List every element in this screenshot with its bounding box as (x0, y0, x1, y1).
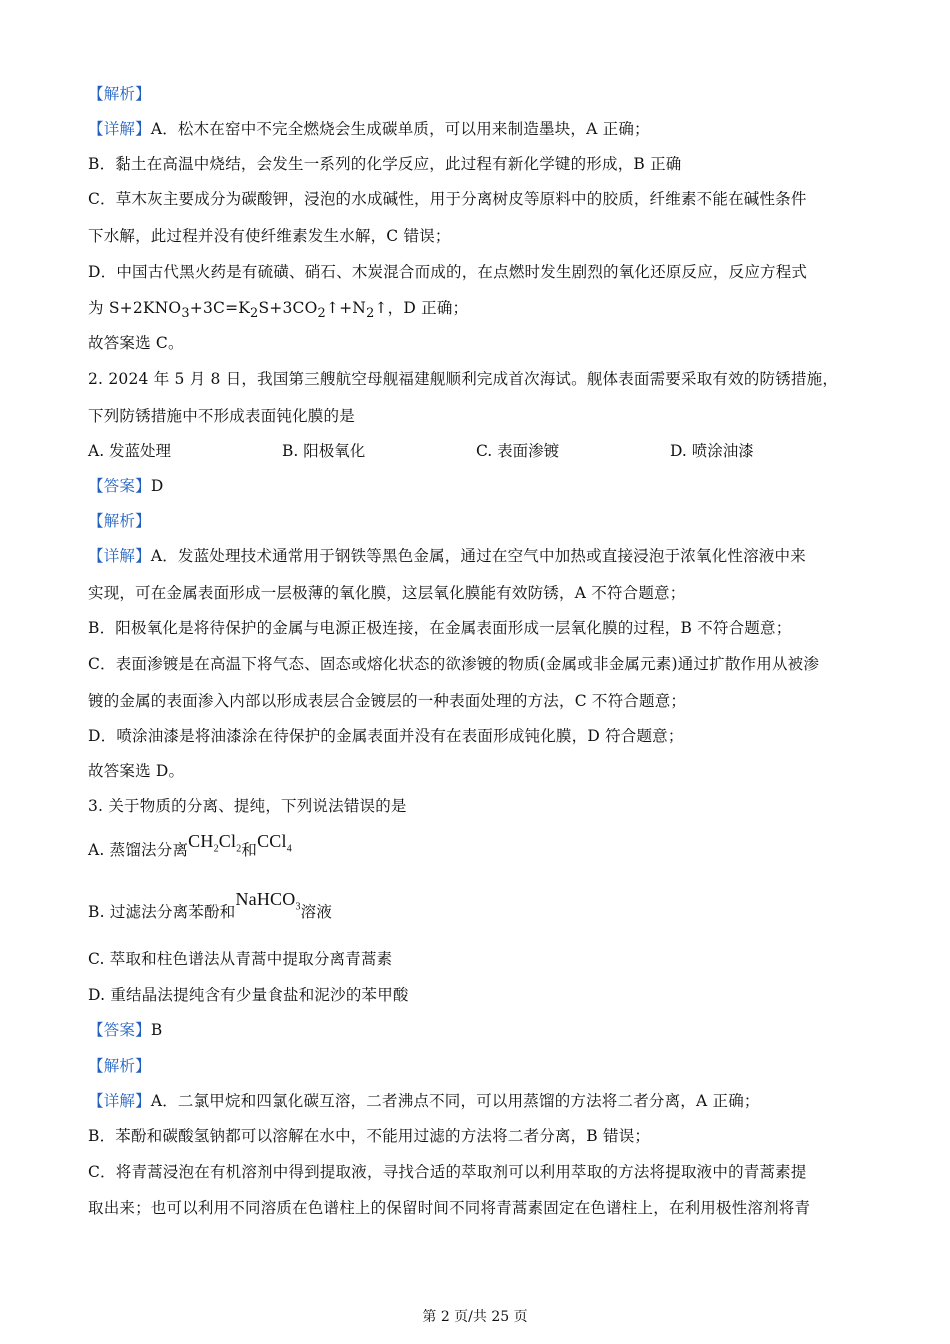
text-line: 镀的金属的表面渗入内部以形成表层合金镀层的一种表面处理的方法，C 不符合题意； (88, 692, 687, 710)
question-2-stem-cont: 下列防锈措施中不形成表面钝化膜的是 (88, 407, 355, 425)
detail-paragraph-3 (88, 1089, 760, 1111)
analysis-heading: 【解析】 (88, 512, 151, 530)
eq-sub: 2 (250, 306, 259, 322)
text-line: 取出来；也可以利用不同溶质在色谱柱上的保留时间不同将青蒿素固定在色谱柱上，在利用极性溶剂将青 (88, 1199, 811, 1217)
chem-sub: 3 (295, 901, 301, 913)
question-3-option-b (88, 889, 333, 925)
option-text: 和 (241, 841, 258, 859)
equation-line (88, 296, 468, 321)
question-2-option-b: B. 阳极氧化 (282, 442, 366, 460)
question-3-option-d: D. 重结晶法提纯含有少量食盐和泥沙的苯甲酸 (88, 986, 409, 1004)
chem-sub: 2 (213, 843, 219, 855)
chem-part: CCl (257, 831, 287, 851)
question-3-option-a (88, 831, 292, 863)
text-line: B．黏土在高温中烧结，会发生一系列的化学反应，此过程有新化学键的形成，B 正确 (88, 155, 682, 173)
page-number-footer: 第 2 页/共 25 页 (422, 1309, 528, 1325)
detail-paragraph-1 (88, 117, 650, 139)
text-line: 下水解，此过程并没有使纤维素发生水解，C 错误； (88, 227, 451, 245)
question-2-option-a: A. 发蓝处理 (88, 442, 172, 460)
text: A．二氯甲烷和四氯化碳互溶，二者沸点不同，可以用蒸馏的方法将二者分离，A 正确； (150, 1092, 760, 1110)
answer-2 (88, 474, 163, 496)
text-line: C．将青蒿浸泡在有机溶剂中得到提取液，寻找合适的萃取剂可以利用萃取的方法将提取液中的青蒿素提 (88, 1163, 807, 1181)
analysis-heading: 【解析】 (88, 1057, 151, 1075)
chem-part: Cl (218, 831, 237, 851)
text-line: C．草木灰主要成分为碳酸钾，浸泡的水成碱性，用于分离树皮等原料中的胶质，纤维素不能在碱性条件 (88, 190, 807, 208)
detail-tag: 【详解】 (88, 120, 151, 138)
chem-sub: 4 (286, 843, 292, 855)
detail-tag: 【详解】 (88, 1092, 151, 1110)
chem-sub: 2 (236, 843, 242, 855)
option-text: 溶液 (300, 903, 333, 921)
text-line: C．表面渗镀是在高温下将气态、固态或熔化状态的欲渗镀的物质(金属或非金属元素)通过扩散作用从被渗 (88, 655, 820, 673)
question-3-option-c: C. 萃取和柱色谱法从青蒿中提取分离青蒿素 (88, 950, 393, 968)
eq-part: +3C=K (189, 299, 251, 317)
question-2-option-d: D. 喷涂油漆 (670, 442, 754, 460)
answer-conclusion: 故答案选 D。 (88, 762, 185, 780)
chem-part: NaHCO (235, 889, 296, 909)
text-line: B．苯酚和碳酸氢钠都可以溶解在水中，不能用过滤的方法将二者分离，B 错误； (88, 1127, 651, 1145)
text-line: D．中国古代黑火药是有硫磺、硝石、木炭混合而成的，在点燃时发生剧烈的氧化还原反应，反应方程式 (88, 263, 808, 281)
answer-value: B (150, 1021, 163, 1039)
question-3-stem: 3. 关于物质的分离、提纯，下列说法错误的是 (88, 797, 407, 815)
answer-3 (88, 1018, 162, 1040)
eq-sub: 2 (366, 306, 375, 322)
detail-tag: 【详解】 (88, 547, 151, 565)
chem-formula (257, 831, 292, 855)
eq-sub: 3 (181, 306, 190, 322)
eq-part: S+3CO (258, 299, 318, 317)
chem-formula (235, 889, 301, 913)
text-line: D．喷涂油漆是将油漆涂在待保护的金属表面并没有在表面形成钝化膜，D 符合题意； (88, 727, 684, 745)
eq-part: ↑+N (325, 299, 367, 317)
answer-value: D (150, 477, 164, 495)
eq-part: 为 S+2KNO (88, 299, 182, 317)
option-text: A. 蒸馏法分离 (88, 841, 189, 859)
option-text: B. 过滤法分离苯酚和 (88, 903, 236, 921)
text-line: B．阳极氧化是将待保护的金属与电源正极连接，在金属表面形成一层氧化膜的过程，B 不符合题意； (88, 619, 792, 637)
text: A．发蓝处理技术通常用于钢铁等黑色金属，通过在空气中加热或直接浸泡于浓氧化性溶液中来 (150, 547, 806, 565)
detail-paragraph-2 (88, 544, 806, 566)
chem-part: CH (188, 831, 214, 851)
answer-tag: 【答案】 (88, 477, 151, 495)
text: A．松木在窑中不完全燃烧会生成碳单质，可以用来制造墨块，A 正确； (150, 120, 650, 138)
question-2-stem: 2. 2024 年 5 月 8 日，我国第三艘航空母舰福建舰顺利完成首次海试。舰体表面需要采取有效的防锈措施， (88, 370, 839, 388)
question-2-option-c: C. 表面渗镀 (476, 442, 560, 460)
answer-tag: 【答案】 (88, 1021, 151, 1039)
chem-formula (188, 831, 242, 855)
eq-part: ↑，D 正确； (374, 299, 469, 317)
text-line: 实现，可在金属表面形成一层极薄的氧化膜，这层氧化膜能有效防锈，A 不符合题意； (88, 584, 686, 602)
eq-sub: 2 (317, 306, 326, 322)
answer-conclusion: 故答案选 C。 (88, 334, 184, 352)
analysis-heading: 【解析】 (88, 85, 151, 103)
